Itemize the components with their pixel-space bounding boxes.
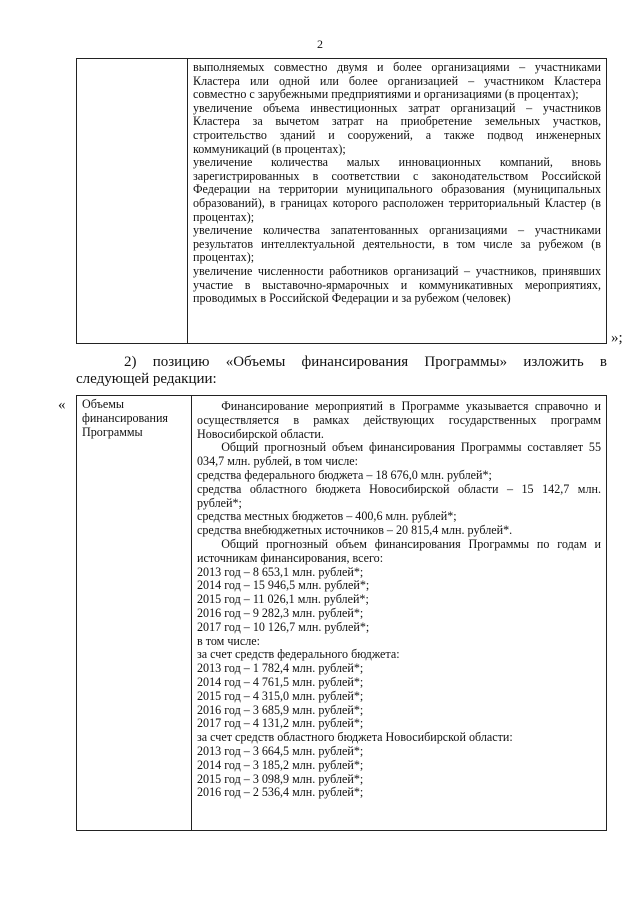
source-item: средства местных бюджетов – 400,6 млн. рублей*; [197,509,457,524]
regional-year-item: 2016 год – 2 536,4 млн. рублей*; [197,785,364,800]
financing-total: Общий прогнозный объем финансирования Программы составляет 55 034,7 млн. рублей, в том числе: [197,440,601,469]
federal-year-item: 2013 год – 1 782,4 млн. рублей*; [197,661,364,676]
indicator-paragraph: увеличение численности работников организаций – участников, принявших участие в выставочно-ярмарочных и коммуникативных мероприятиях, проводимых в Российской Федерации и за рубежом (человек) [193,263,601,306]
regional-year-item: 2013 год – 3 664,5 млн. рублей*; [197,743,364,758]
indicator-paragraph: увеличение объема инвестиционных затрат организаций – участников Кластера за вычетом затрат на приобретение земельных участков, строительство зданий и сооружений, а также подвод инженерных коммуникаций (в процентах); [193,100,601,156]
federal-year-item: 2015 год – 4 315,0 млн. рублей*; [197,688,364,703]
financing-content-cell [192,396,607,831]
page-number: 2 [317,37,323,51]
instruction-paragraph: 2) позицию «Объемы финансирования Программы» изложить в следующей редакции: [76,354,607,387]
total-year-item: 2015 год – 11 026,1 млн. рублей*; [197,592,369,607]
regional-year-item: 2015 год – 3 098,9 млн. рублей*; [197,771,364,786]
indicators-table-right-cell [188,59,607,344]
financing-label: Объемы финансирования Программы [82,397,168,439]
indicators-table [76,58,607,344]
opening-quote-mark: « [58,397,66,413]
federal-year-item: 2017 год – 4 131,2 млн. рублей*; [197,716,364,731]
indicator-paragraph: увеличение количества малых инновационных компаний, вновь зарегистрированных в соответствии с законодательством Российской Федерации на территории муниципального образования (муниципальных образований), в границах которого расположен территориальный Кластер (в процентах); [193,155,601,224]
federal-year-item: 2014 год – 4 761,5 млн. рублей*; [197,674,364,689]
by-years-intro: Общий прогнозный объем финансирования Программы по годам и источникам финансирования, всего: [197,536,601,565]
federal-label: за счет средств федерального бюджета: [197,647,400,662]
total-year-item: 2017 год – 10 126,7 млн. рублей*; [197,619,370,634]
source-item: средства внебюджетных источников – 20 815,4 млн. рублей*. [197,523,513,538]
including-label: в том числе: [197,633,261,648]
financing-table [76,395,607,831]
total-year-item: 2014 год – 15 946,5 млн. рублей*; [197,578,370,593]
source-item: средства федерального бюджета – 18 676,0 млн. рублей*; [197,467,492,482]
indicators-table-left-cell [77,59,188,344]
financing-intro: Финансирование мероприятий в Программе указывается справочно и осуществляется в рамках действующих государственных программ Новосибирской области. [197,399,601,441]
regional-label: за счет средств областного бюджета Новосибирской области: [197,730,513,745]
financing-label-cell [77,396,192,831]
source-item: средства областного бюджета Новосибирской области – 15 142,7 млн. рублей*; [197,481,601,510]
total-year-item: 2016 год – 9 282,3 млн. рублей*; [197,605,364,620]
total-year-item: 2013 год – 8 653,1 млн. рублей*; [197,564,364,579]
regional-year-item: 2014 год – 3 185,2 млн. рублей*; [197,757,364,772]
indicator-paragraph: выполняемых совместно двумя и более организациями – участниками Кластера или одной или более организацией – участником Кластера совместно с зарубежными предприятиями и организациями (в процентах); [193,60,601,102]
closing-quote-mark: »; [611,330,623,346]
federal-year-item: 2016 год – 3 685,9 млн. рублей*; [197,702,364,717]
indicator-paragraph: увеличение количества запатентованных организациями – участниками результатов интеллектуальной деятельности, в том числе за рубежом (в процентах); [193,223,601,265]
